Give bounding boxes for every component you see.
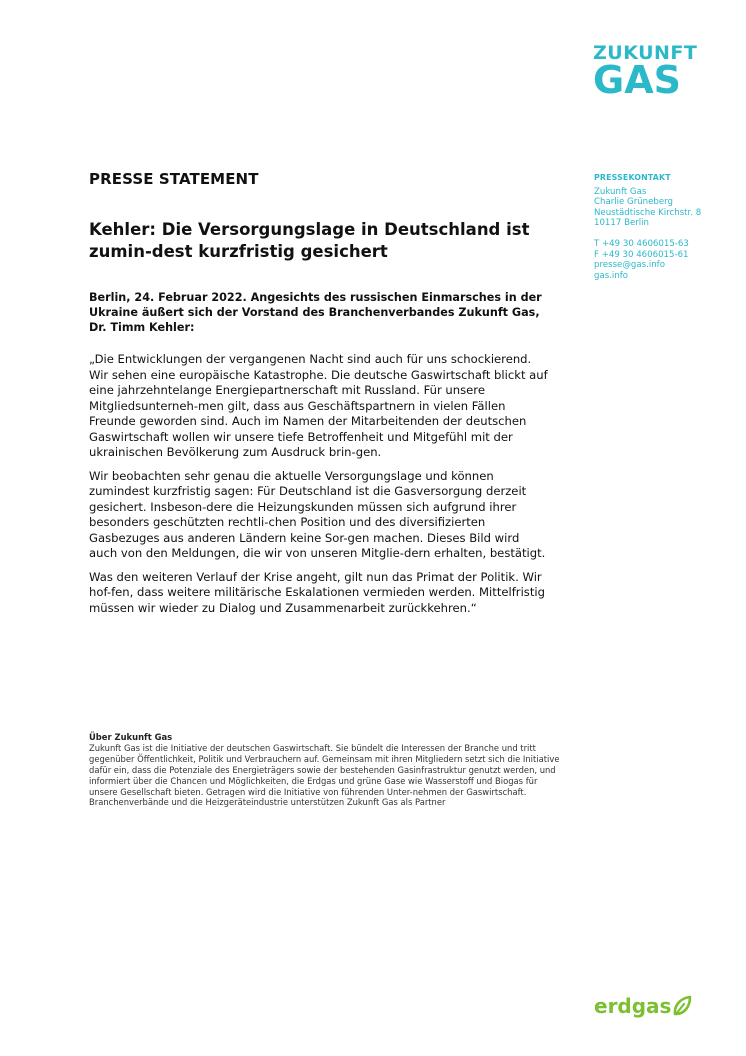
contact-email-link[interactable]: presse@gas.info	[594, 260, 665, 271]
contact-phone: T +49 30 4606015-63	[594, 238, 689, 249]
press-statement	[89, 170, 549, 616]
contact-web-link[interactable]: gas.info	[594, 270, 629, 281]
lead-paragraph: Berlin, 24. Februar 2022. Angesichts des russischen Einmarsches in der Ukraine äußert sich der Vorstand des Branchenverbandes Zukunft Gas, Dr. Timm Kehler:	[89, 291, 542, 334]
contact-street: Neustädtische Kirchstr. 8	[594, 207, 702, 218]
about-section	[89, 732, 567, 808]
about-title: Über Zukunft Gas	[89, 732, 173, 742]
leaf-icon	[672, 995, 692, 1017]
contact-fax: F +49 30 4606015-61	[594, 249, 689, 260]
logo-bottom-text: GAS	[593, 58, 681, 102]
contact-city: 10117 Berlin	[594, 218, 650, 229]
contact-address	[594, 187, 734, 229]
press-contact	[594, 173, 734, 281]
body-paragraph: „Die Entwicklungen der vergangenen Nacht sind auch für uns schockierend. Wir sehen eine europäische Katastrophe. Die deutsche Gaswirtschaft blickt auf eine jahrzehntelange Energiepartnerschaft mit Russland. Für unsere Mitgliedsunterneh-men gilt, dass aus Geschäftspartnern in vielen Fällen Freunde geworden sind. Auch im Namen der Mitarbeitenden der deutschen Gaswirtschaft wollen wir unsere tiefe Betroffenheit und Mitgefühl mit der ukrainischen Bevölkerung zum Ausdruck brin-gen.	[89, 352, 548, 459]
body-paragraph: Wir beobachten sehr genau die aktuelle Versorgungslage und können zumindest kurzfristig sagen: Für Deutschland ist die Gasversorgung derzeit gesichert. Insbeson-dere die Heizungskunden müssen sich aufgrund ihrer besonders geschützten rechtli-chen Position und des diversifizierten Gasbezuges aus anderen Ländern keine Sor-gen machen. Dieses Bild wird auch von den Meldungen, die wir von unseren Mitglie-dern erhalten, bestätigt.	[89, 468, 546, 560]
headline: Kehler: Die Versorgungslage in Deutschland ist zumin-dest kurzfristig gesichert	[89, 220, 530, 261]
erdgas-logo	[594, 994, 692, 1018]
contact-org: Zukunft Gas	[594, 186, 647, 197]
contact-channels	[594, 239, 734, 281]
logo-top-text: ZUKUNFT	[593, 42, 698, 64]
contact-name: Charlie Grüneberg	[594, 197, 673, 208]
zukunft-gas-logo	[593, 42, 698, 102]
document-label: PRESSE STATEMENT	[89, 170, 259, 188]
erdgas-logo-text: erdgas	[594, 994, 672, 1018]
contact-label: PRESSEKONTAKT	[594, 173, 671, 182]
body-paragraph: Was den weiteren Verlauf der Krise angeht, gilt nun das Primat der Politik. Wir hof-fen, dass weitere militärische Eskalationen vermieden werden. Mittelfristig müssen wir wieder zu Dialog und Zusammenarbeit zurückkehren.“	[89, 569, 545, 615]
about-text: Zukunft Gas ist die Initiative der deutschen Gaswirtschaft. Sie bündelt die Interessen der Branche und tritt gegenüber Öffentlichkeit, Politik und Verbrauchern auf. Gemeinsam mit ihren Mitgliedern setzt sich die Initiative dafür ein, dass die Potenziale des Energieträgers sowie der bestehenden Gasinfrastruktur genutzt werden, und informiert über die Chancen und Möglichkeiten, die Erdgas und grüne Gase wie Wasserstoff und Biogas für unsere Gesellschaft bieten. Getragen wird die Initiative von führenden Unter-nehmen der Gaswirtschaft. Branchenverbände und die Heizgeräteindustrie unterstützen Zukunft Gas als Partner	[89, 742, 560, 808]
